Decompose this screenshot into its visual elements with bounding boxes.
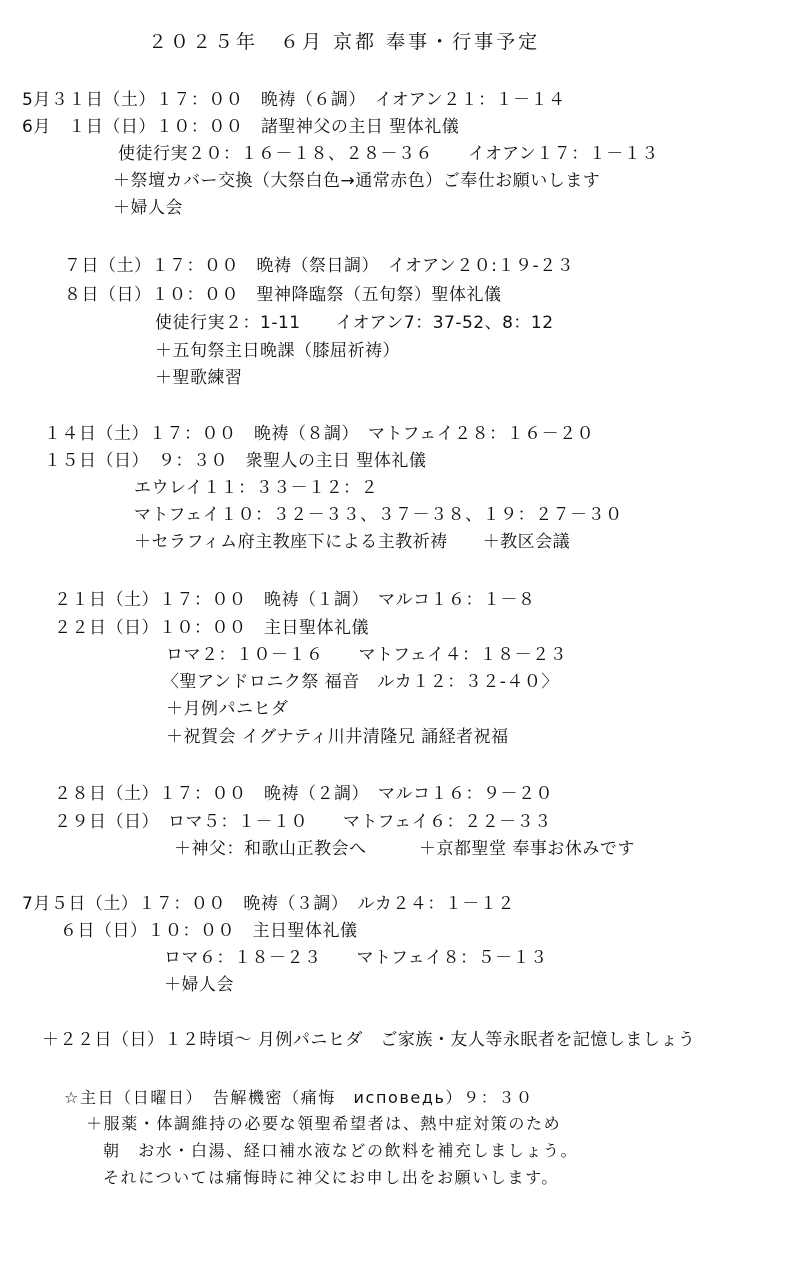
schedule-line: 5月３１日（土）１７：００ 晩祷（６調） イオアン２１：１－１４ (22, 90, 566, 110)
schedule-line: ＋祝賀会 イグナティ川井清隆兄 誦経者祝福 (166, 727, 509, 747)
schedule-line: ７日（土）１７：００ 晩祷（祭日調） イオアン２０:１９-２３ (64, 256, 575, 276)
schedule-line: ＋神父：和歌山正教会へ ＋京都聖堂 奉事お休みです (174, 839, 635, 859)
health-note: ＋服薬・体調維持の必要な領聖希望者は、熱中症対策のため (86, 1114, 562, 1133)
schedule-line: ２９日（日） ロマ５：１－１０ マトフェイ６：２２－３３ (54, 812, 552, 832)
schedule-line: ロマ２：１０－１６ マトフェイ４：１８－２３ (166, 645, 568, 665)
schedule-line: 使徒行実２：1-11 イオアン7：37-52、8：12 (155, 313, 554, 333)
schedule-line: 6月 １日（日）１０：００ 諸聖神父の主日 聖体礼儀 (22, 117, 460, 137)
schedule-line: マトフェイ１０：３２－３３、３７－３８、１９：２７－３０ (134, 505, 623, 525)
schedule-line: ロマ６：１８－２３ マトフェイ８：５－１３ (164, 948, 548, 968)
schedule-line: 〈聖アンドロニク祭 福音 ルカ１２：３２-４０〉 (162, 672, 559, 692)
schedule-line: １５日（日） ９：３０ 衆聖人の主日 聖体礼儀 (44, 451, 427, 471)
health-note: 朝 お水・白湯、経口補水液などの飲料を補充しましょう。 (103, 1141, 579, 1160)
schedule-line: ２８日（土）１７：００ 晩祷（２調） マルコ１６：９－２０ (54, 784, 553, 804)
schedule-line: ＋婦人会 (164, 975, 234, 995)
schedule-line: ２１日（土）１７：００ 晩祷（１調） マルコ１６：１－８ (54, 590, 536, 610)
health-note: それについては痛悔時に神父にお申し出をお願いします。 (103, 1168, 560, 1187)
schedule-line: 使徒行実２０：１６－１８、２８－３６ イオアン１７：１－１３ (118, 144, 659, 164)
schedule-line: エウレイ１１：３３－１２：２ (134, 478, 379, 498)
schedule-line: ＋月例パニヒダ (166, 699, 289, 719)
schedule-line: ＋五旬祭主日晩課（膝屈祈祷） (155, 341, 400, 361)
schedule-line: ＋セラフィム府主教座下による主教祈祷 ＋教区会議 (134, 532, 571, 552)
schedule-line: ６日（日）１０：００ 主日聖体礼儀 (60, 921, 358, 941)
schedule-line: 7月５日（土）１７：００ 晩祷（３調） ルカ２４：１－１２ (22, 894, 515, 914)
panikhida-note: ＋２２日（日）１２時頃～ 月例パニヒダ ご家族・友人等永眠者を記憶しましょう (42, 1030, 696, 1050)
schedule-line: ８日（日）１０：００ 聖神降臨祭（五旬祭）聖体礼儀 (64, 285, 502, 305)
page-title: ２０２５年 ６月 京都 奉事・行事予定 (148, 31, 541, 53)
schedule-line: ２２日（日）１０：００ 主日聖体礼儀 (54, 618, 369, 638)
schedule-line: ＋婦人会 (113, 198, 183, 218)
schedule-line: ＋祭壇カバー交換（大祭白色→通常赤色）ご奉仕お願いします (113, 171, 601, 191)
confession-note: ☆主日（日曜日） 告解機密（痛悔 исповедь）９：３０ (64, 1088, 534, 1107)
schedule-line: １４日（土）１７：００ 晩祷（８調） マトフェイ２８：１６－２０ (44, 424, 595, 444)
schedule-line: ＋聖歌練習 (155, 368, 243, 388)
